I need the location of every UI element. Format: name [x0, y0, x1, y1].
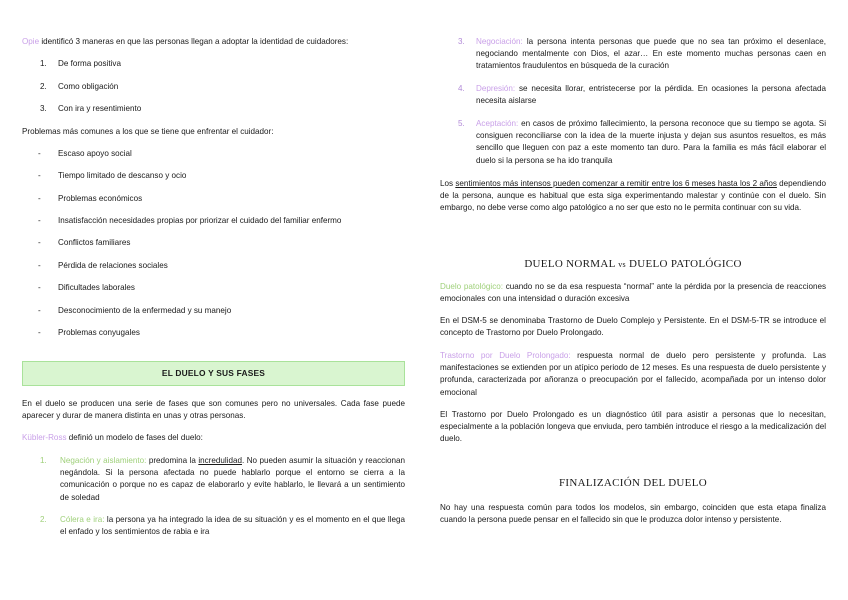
- diagnostico-paragraph: El Trastorno por Duelo Prolongado es un diagnóstico útil para asistir a personas que lo necesitan, especialmente a la población longeva que enviuda, pero también introduce el riesgo a la medicalización del duelo.: [440, 410, 826, 444]
- sentimientos-paragraph: Los sentimientos más intensos pueden comenzar a remitir entre los 6 meses hasta los 2 años dependiendo de la persona, aunque es habitual que esta siga experimentando malestar y continúe con el duelo. Sin embargo, no debe verse como algo patológico a no ser que esto no le permita continuar con su vida.: [440, 179, 826, 213]
- duelo-prolongado-definition: Trastorno por Duelo Prolongado: respuesta normal de duelo pero persistente y profunda. Las manifestaciones se extienden por un atípico periodo de 12 meses. Es una respuesta de duelo persistente y profunda, caracterizada por añoranza o preocupación por el fallecido, acompañada por un intenso dolor emocional: [440, 351, 826, 397]
- kubler-intro: Kübler-Ross definió un modelo de fases del duelo:: [22, 433, 203, 442]
- caregiver-intro: Opie identificó 3 maneras en que las personas llegan a adoptar la identidad de cuidadores:: [22, 37, 349, 46]
- duelo-patologico-definition: Duelo patológico: cuando no se da esa respuesta “normal” ante la pérdida por la presencia de reacciones emocionales con una intensidad o duración excesiva: [440, 282, 827, 304]
- finalizacion-paragraph: No hay una respuesta común para todos los modelos, sin embargo, coinciden que esta etapa finaliza cuando la persona puede pensar en el fallecido sin que le produzca dolor intenso y persistente.: [440, 503, 826, 525]
- phase-depresion: 4. Depresión: se necesita llorar, entristecerse por la pérdida. En ocasiones la persona afectada necesita aislarse: [458, 84, 826, 106]
- section-title-duelo-fases: EL DUELO Y SUS FASES: [22, 361, 405, 386]
- heading-finalizacion: FINALIZACIÓN DEL DUELO: [559, 477, 707, 489]
- phase-aceptacion: 5. Aceptación: en casos de próximo fallecimiento, la persona reconoce que su tiempo se agota. Si consiguen reconciliarse con la idea de la muerte injusta y dejan sus asuntos resueltos, es más sencillo que lleguen con paz a este momento tan duro. Para la familia es más fácil elaborar el duelo si la persona se ha ido tranquila: [458, 119, 826, 165]
- author-kubler-ross: Kübler-Ross: [22, 433, 67, 442]
- author-opie: Opie: [22, 37, 40, 46]
- heading-duelo-normal-vs-patologico: DUELO NORMAL vs DUELO PATOLÓGICO: [524, 258, 742, 270]
- dsm-paragraph: En el DSM-5 se denominaba Trastorno de Duelo Complejo y Persistente. En el DSM-5-TR se introduce el concepto de Trastorno por Duelo Prolongado.: [440, 316, 826, 338]
- problems-intro: Problemas más comunes a los que se tiene que enfrentar el cuidador:: [22, 127, 274, 136]
- phase-negacion: 1. Negación y aislamiento: predomina la incredulidad. No pueden asumir la situación y reaccionan negándola. Si la persona afectada no puede hablarlo porque el entorno se cierra a la comunicación o porque no es capaz de elaborarlo y evite hablarlo, le llevará a un sentimiento de soledad: [40, 456, 406, 502]
- phase-colera: 2. Cólera e ira: la persona ya ha integrado la idea de su situación y es el momento en el que llega el enfado y los sentimientos de rabia e ira: [40, 515, 405, 537]
- phase-negociacion: 3. Negociación: la persona intenta personas que puede que no sea tan próximo el desenlace, negociando mentalmente con Dios, el azar… En este momento muchas personas caen en tratamientos fraudulentos en búsqueda de la curación: [458, 37, 826, 71]
- duelo-intro: En el duelo se producen una serie de fases que son comunes pero no universales. Cada fase puede aparecer y durar de manera distinta en unas y otras personas.: [22, 399, 405, 421]
